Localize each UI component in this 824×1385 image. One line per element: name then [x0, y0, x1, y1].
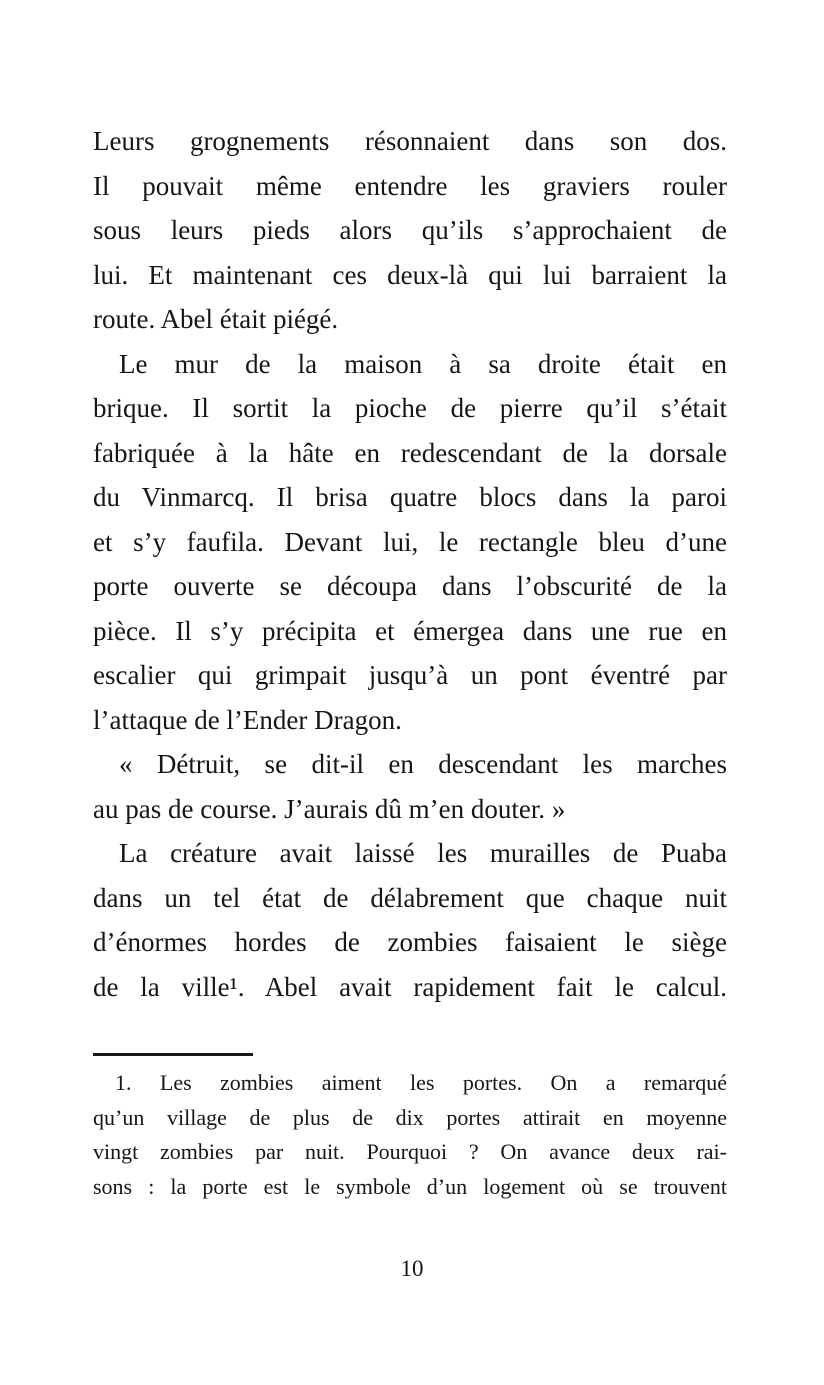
- text-line: de la ville¹. Abel avait rapidement fait le calcul.: [93, 971, 727, 1002]
- paragraph: [93, 119, 727, 342]
- text-line: l’attaque de l’Ender Dragon.: [93, 704, 402, 735]
- text-line: Le mur de la maison à sa droite était en: [119, 348, 727, 379]
- text-line: sous leurs pieds alors qu’ils s’approchaient de: [93, 215, 727, 245]
- text-line: Leurs grognements résonnaient dans son dos.: [93, 126, 727, 156]
- text-line: La créature avait laissé les murailles de Puaba: [119, 838, 727, 868]
- footnote-divider: [93, 1053, 253, 1056]
- paragraph: [93, 742, 727, 831]
- text-line: brique. Il sortit la pioche de pierre qu’il s’était: [93, 393, 727, 423]
- text-line: et s’y faufila. Devant lui, le rectangle bleu d’une: [93, 526, 727, 557]
- text-line: au pas de course. J’aurais dû m’en douter. »: [93, 793, 566, 824]
- text-line: route. Abel était piégé.: [93, 304, 339, 334]
- text-line: « Détruit, se dit-il en descendant les marches: [119, 749, 727, 779]
- text-line: Il pouvait même entendre les graviers rouler: [93, 170, 727, 201]
- paragraph: [93, 831, 727, 1009]
- page-number: 10: [400, 1256, 424, 1281]
- text-line: sons : la porte est le symbole d’un logement où se trouvent: [93, 1173, 727, 1199]
- text-line: 1. Les zombies aiment les portes. On a remarqué: [115, 1070, 727, 1095]
- text-line: dans un tel état de délabrement que chaque nuit: [93, 882, 727, 913]
- text-line: du Vinmarcq. Il brisa quatre blocs dans la paroi: [93, 482, 727, 512]
- paragraph: [93, 342, 727, 743]
- text-line: lui. Et maintenant ces deux-là qui lui barraient la: [93, 259, 727, 290]
- text-line: porte ouverte se découpa dans l’obscurité de la: [93, 571, 727, 601]
- text-line: d’énormes hordes de zombies faisaient le siège: [93, 927, 727, 957]
- text-line: vingt zombies par nuit. Pourquoi ? On avance deux rai-: [93, 1139, 727, 1164]
- footnote: [93, 1066, 727, 1204]
- text-line: fabriquée à la hâte en redescendant de la dorsale: [93, 437, 727, 468]
- main-text: [93, 119, 727, 1009]
- text-line: qu’un village de plus de dix portes attirait en moyenne: [93, 1104, 727, 1130]
- text-line: pièce. Il s’y précipita et émergea dans une rue en: [93, 615, 727, 646]
- text-line: escalier qui grimpait jusqu’à un pont éventré par: [93, 660, 727, 690]
